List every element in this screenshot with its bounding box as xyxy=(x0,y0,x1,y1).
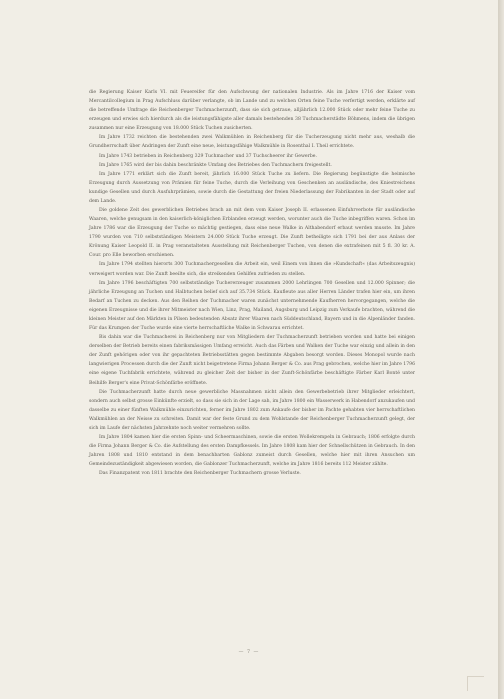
paragraph: Im Jahre 1765 wird der bis dahin beschränkte Umfang des Betriebes den Tuchmachern freigestellt. xyxy=(99,162,332,168)
paragraph: Im Jahre 1804 kamen hier die ersten Spinn- und Scheermaschinen, sowie die ersten Wollekrempeln in Gebrauch; 1806 erfolgte durch die Firma Johann Berger & Co. die Aufstellung des ersten Dampfkessels. Im Jahre 1808 kam hier der Schnellschützen in Gebrauch. In den Jahren 1808 und 1810 entstand in dem benachbarten Gablonz zumeist durch Gesellen, welche hier mit ihren Ansuchen um Gemeindezuständigkeit abgewiesen worden, die Gablonzer Tuchmacherzunft, welche im Jahre 1816 bereits 112 Meister zählte. xyxy=(89,434,415,468)
paragraph: Das Finanzpatent von 1811 brachte den Reichenberger Tuchmachern grosse Verluste. xyxy=(99,471,301,477)
paragraph: Im Jahre 1794 stellten hierorts 300 Tuchmachergesellen die Arbeit ein, weil Einem von ihnen die »Kundschaft« (das Arbeitszeugnis) verweigert worden war. Die Zunft beeilte sich, die streikenden Gehilfen zufrieden zu stellen. xyxy=(89,262,415,277)
paragraph: Im Jahre 1743 betrieben in Reichenberg 329 Tuchmacher und 37 Tuchscheerer ihr Gewerbe. xyxy=(99,153,317,159)
paragraph: Bis dahin war die Tuchmacherei in Reichenberg nur von Mitgliedern der Tuchmacherzunft betrieben worden und hatte bei einigen derselben der Betrieb bereits einen fabriksmässigen Umfang erreicht. Auch das Färben und Walken der Tuche war einzig und allein in den der Zunft gehörigen oder von ihr gepachteten Betriebsstätten gegen bestimmte Abgaben besorgt worden. Dieses Monopol wurde nach langwierigen Processen durch die der Zunft nicht beigetretene Firma Johann Berger & Co. aus Prag gebrochen, welche hier im Jahre 1796 eine eigene Tuchfabrik errichtete, während zu gleicher Zeit der bisher in der Zunft-Schönfärbe beschäftigte Färber Karl Bonté unter Beihilfe Berger's eine Privat-Schönfärbe eröffnete. xyxy=(89,335,415,386)
paragraph: Im Jahre 1732 reichten die bestehenden zwei Walkmühlen in Reichenberg für die Tucherzeugung nicht mehr aus, weshalb die Grundherrschaft über Andringen der Zunft eine neue, leistungsfähige Walkmühle in Rosenthal I. Theil errichtete. xyxy=(89,135,415,150)
paragraph: Im Jahre 1771 erklärt sich die Zunft bereit, jährlich 16.000 Stück Tuche zu liefern. Die Regierung begünstigte die heimische Erzeugung durch Aussetzung von Prämien für feine Tuche, durch die Verleihung von Geschenken an ausländische, des Kniestreichens kundige Gesellen und durch Ausfuhrprämien, sowie durch die Gestattung der freien Niederlassung der Fabrikanten in der Stadt oder auf dem Lande. xyxy=(89,171,415,204)
paragraph: Die Tuchmacherzunft hatte durch neue gewerbliche Massnahmen nicht allein den Gewerbebetrieb ihrer Mitglieder erleichtert, sondern auch selbst grosse Einkünfte erzielt, so dass sie sich in der Lage sah, im Jahre 1800 ein Wasserwerk in Habendorf anzukaufen und dasselbe zu einer fünften Walkmühle einzurichten, ferner im Jahre 1802 zum Ankaufe der bisher im Pachte gehabten vier herrschaftlichen Walkmühlen an der Neisse zu schreiten. Damit war der feste Grund zu dem Wohlstande der Reichenberger Tuchmacherzunft gelegt, der sich im Laufe der nächsten Jahrzehnte noch weiter vermehren sollte. xyxy=(89,389,415,431)
paragraph: Im Jahre 1796 beschäftigten 700 selbstständige Tuchererzeuger zusammen 2000 Lehrlingen 700 Gesellen und 12.000 Spinner; die jährliche Erzeugung an Tuchen und Halbtuchen belief sich auf 35.734 Stück. Kaufleute aus aller Herren Länder trafen hier ein, um ihren Bedarf an Tuchen zu decken. Aus den Reihen der Tuchmacher waren zunächst unternehmende Kaufherren hervorgegangen, welche die eigenen Erzeugnisse und die ihrer Mitmeister nach Wien, Linz, Prag, Mailand, Augsburg und Leipzig zum Verkaufe brachten, während die kleinen Meister auf den Märkten in Pilsen bedeutenden Absatz ihrer Waaren nach Süddeutschland, Bayern und in die Alpenländer fanden. Für das Krumpen der Tuche wurde eine vierte herrschaftliche Walke in Schwarau errichtet. xyxy=(89,280,415,332)
page-edge xyxy=(498,0,504,699)
body-text xyxy=(89,88,415,478)
paragraph: Die goldene Zeit des gewerblichen Betriebes brach an mit dem vom Kaiser Joseph II. erlassenen Einfuhrverbote für ausländische Waaren, welche genugsam in den kaiserlich-königlichen Erblanden erzeugt werden, worunter auch die Tuche inbegriffen waren. Schon im Jahre 1786 war die Erzeugung der Tuche so mächtig gestiegen, dass eine neue Walke in Althabendorf erbaut werden musste. Im Jahre 1790 wurden von 710 selbstständigen Meistern 24.000 Stück Tuche erzeugt. Die Zunft betheiligte sich 1791 bei der aus Anlass der Krönung Kaiser Leopold II. in Prag veranstalteten Ausstellung mit Reichenberger Tuchen, von denen die extrafeinen mit 5 fl. 30 kr. A. Cour. pro Elle beworben erschienen. xyxy=(89,208,415,259)
page-corner-mark xyxy=(467,676,484,691)
page-number: — 7 — xyxy=(238,650,260,655)
paragraph: die Regierung Kaiser Karls VI. mit Feuereifer für den Aufschwung der nationalen Industrie. Als im Jahre 1716 der Kaiser vom Mercantilcollegium in Prag Aufschluss darüber verlangte, ob im Lande und zu welchen Orten feine Tuche verfertigt werden, erklärte auf die betreffende Umfrage die Reichenberger Tuchmacherzunft, dass sie sich getraue, alljährlich 12.000 Stück oder mehr feine Tuche zu erzeugen und erwies sich hierdurch als die leistungsfähigste aller damals bestehenden 38 Tuchmacherstädte Böhmens, indem die übrigen zusammen nur eine Erzeugung von 18.000 Stück Tuchen zusicherten. xyxy=(89,90,415,132)
